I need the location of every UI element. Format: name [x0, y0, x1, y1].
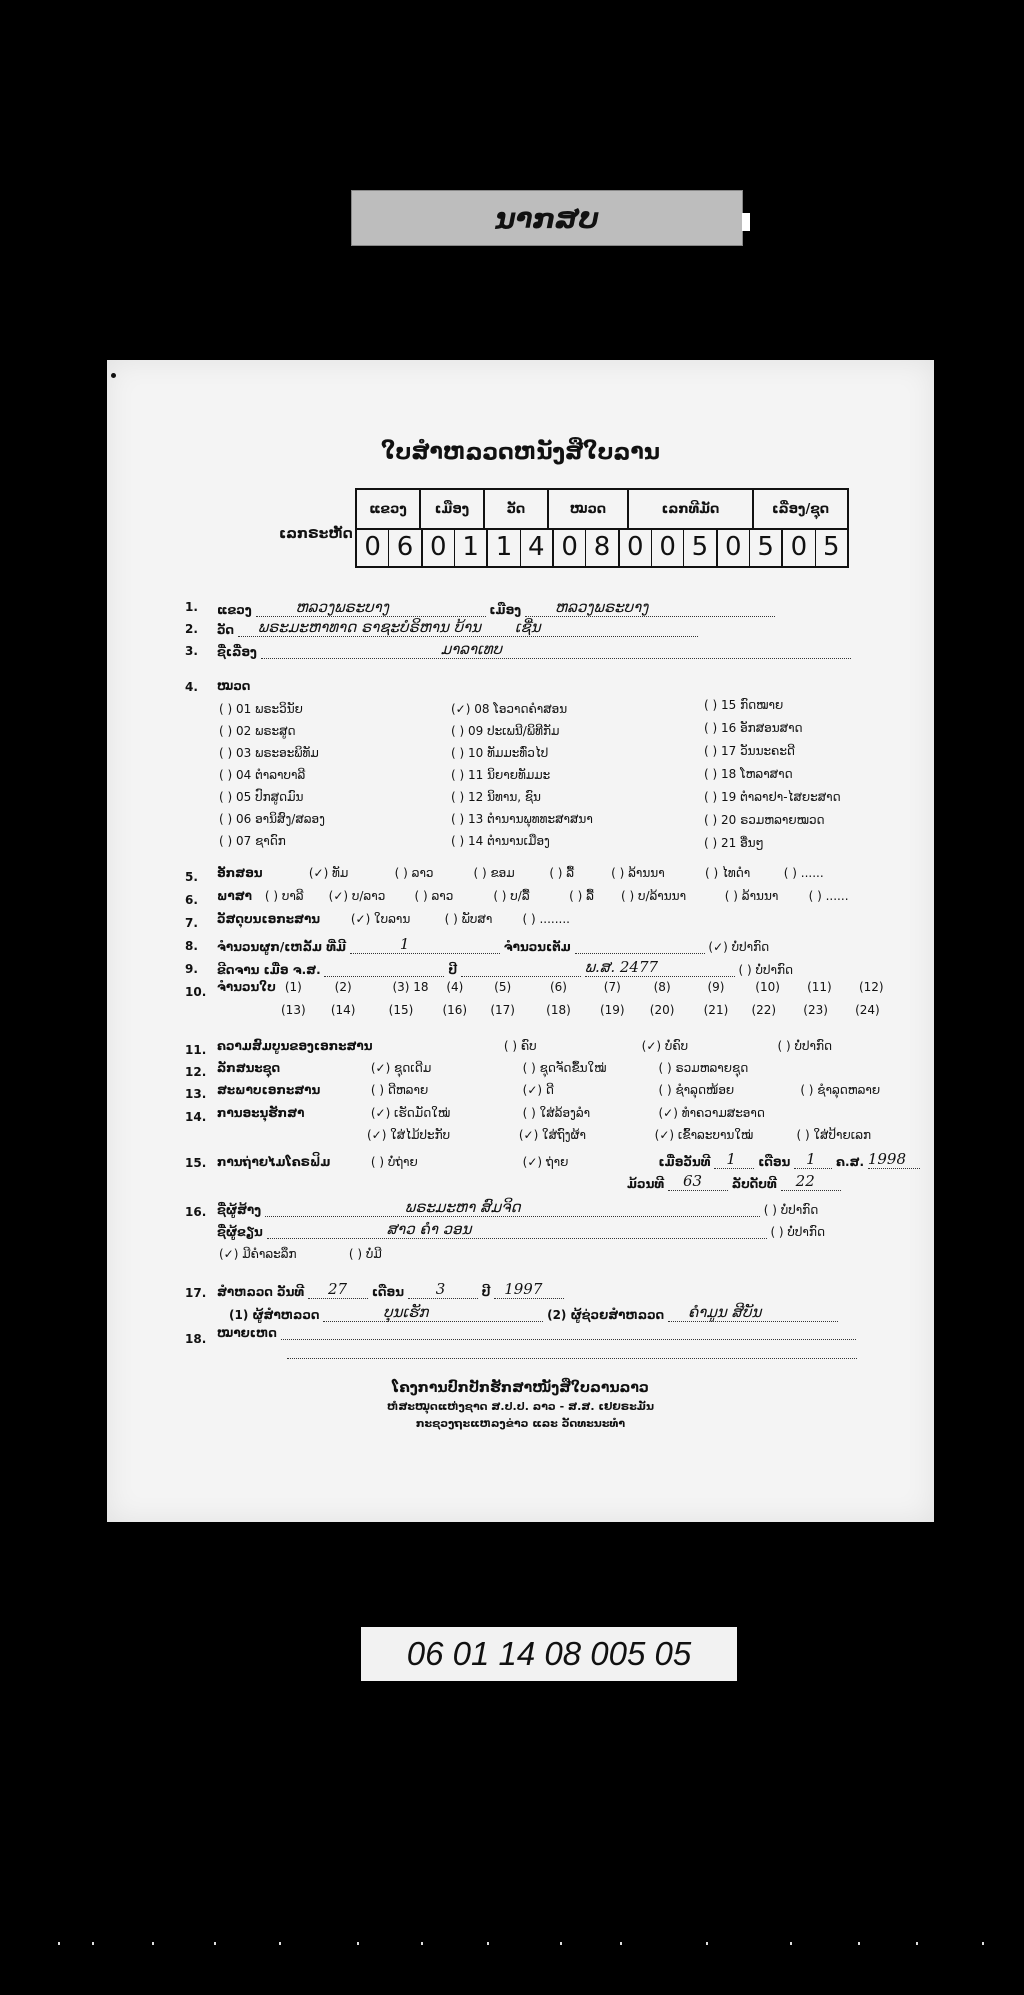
temple-value-line: [238, 618, 698, 637]
code-digit: 1: [488, 528, 520, 566]
creator-line: [265, 1198, 760, 1217]
label-tab: [742, 213, 750, 231]
leaf-count-cell: (13): [281, 1003, 306, 1017]
creator-label: ຊື່ຜູ້ສ້າງ: [217, 1203, 262, 1217]
city-value-line: [525, 598, 775, 617]
microfilm-option[interactable]: (✓) ຖ່າຍ: [522, 1155, 569, 1169]
assistant-line: [668, 1303, 838, 1322]
set-type-label: ລັກສນະຊຸດ: [217, 1061, 281, 1075]
field-number: 1.: [185, 600, 198, 614]
code-digit: 0: [554, 528, 586, 566]
field-8: [217, 935, 769, 954]
footer-institution: ຫໍສະໝຸດແຫ່ງຊາດ ສ.ປ.ປ. ລາວ - ສ.ສ. ເຢຍຣະມັນ: [386, 1400, 655, 1413]
microfilm-day: 1: [726, 1150, 736, 1168]
conservation-option[interactable]: ( ) ໃສ່ປ້າຍເລກ: [796, 1128, 872, 1142]
field-18: [217, 1326, 856, 1340]
pin-hole: [111, 373, 116, 378]
field-number: 15.: [185, 1156, 207, 1170]
field-number: 9.: [185, 962, 198, 976]
condition-option[interactable]: ( ) ຊໍາລຸດໜ້ອຍ: [658, 1083, 735, 1097]
leaf-count-cell: (1): [284, 980, 302, 994]
microfilm-year: 1998: [867, 1150, 907, 1168]
leaf-count-cell: (23): [803, 1003, 828, 1017]
city-value: ຫລວງພຣະບາງ: [554, 598, 649, 616]
microfilm-date-label: ເມື່ອວັນທີ: [658, 1155, 711, 1169]
completeness-option[interactable]: (✓) ບໍ່ຄົບ: [641, 1039, 689, 1053]
leaf-count-cell: (8): [653, 980, 671, 994]
survey-form-sheet: [107, 360, 934, 1522]
microfilm-year-line: [868, 1150, 920, 1169]
category-option[interactable]: ( ) 10 ທັມມະທົ່ວໄປ: [451, 746, 549, 760]
leaf-count-cell: (9): [707, 980, 725, 994]
category-label: ໝວດ: [217, 679, 251, 693]
year-line: [461, 976, 581, 977]
code-digit: 0: [783, 528, 815, 566]
condition-option[interactable]: ( ) ດີຫລາຍ: [370, 1083, 429, 1097]
language-option[interactable]: ( ) ລາວ: [414, 889, 454, 903]
field-12: [217, 1061, 748, 1075]
field-16-scribe: [217, 1220, 825, 1239]
surveyor-value: ບຸນເຮັກ: [383, 1303, 429, 1321]
province-value-line: [256, 598, 486, 617]
cs-year-line: [324, 976, 444, 977]
surveyor-label: (1) ຜູ້ສໍາຫລວດ: [229, 1308, 320, 1322]
category-option[interactable]: ( ) 15 ກົດໝາຍ: [704, 698, 784, 712]
microfilm-month: 1: [806, 1150, 816, 1168]
category-option[interactable]: ( ) 20 ຣວມຫລາຍໝວດ: [704, 813, 825, 827]
field-number: 17.: [185, 1286, 207, 1300]
colophon-option[interactable]: (✓) ມີຄໍາລະລຶກ: [219, 1247, 297, 1261]
inscribed-option[interactable]: ( ) ບໍ່ປາກົດ: [738, 963, 794, 977]
province-value: ຫລວງພຣະບາງ: [295, 598, 389, 616]
field-16: [217, 1198, 818, 1217]
set-type-option[interactable]: (✓) ຊຸດເດີມ: [370, 1061, 432, 1075]
material-option[interactable]: (✓) ໃບລານ: [350, 912, 411, 926]
category-option[interactable]: ( ) 04 ຕໍາລາບາລີ: [219, 768, 306, 782]
language-option[interactable]: ( ) ບາລີ: [264, 889, 304, 903]
top-label: [351, 190, 743, 246]
scribe-line: [267, 1220, 767, 1239]
leaf-count-cell: (19): [599, 1003, 625, 1017]
footer-project: ໂຄງການປົກປັກຮັກສາໜັງສືໃບລານລາວ: [392, 1380, 649, 1396]
category-option[interactable]: ( ) 18 ໂຫລາສາດ: [704, 767, 793, 781]
category-option[interactable]: ( ) 02 ພຣະສູດ: [219, 724, 296, 738]
code-digit: 0: [652, 528, 684, 566]
top-label-text: ນາກສບ: [495, 201, 599, 235]
script-option[interactable]: ( ) ລື້: [549, 866, 575, 880]
category-option[interactable]: ( ) 16 ອັກສອນສາດ: [704, 721, 803, 735]
field-10: [217, 980, 917, 994]
set-type-option[interactable]: ( ) ຊຸດຈັດຂຶ້ນໃໝ່: [522, 1061, 607, 1075]
conservation-option[interactable]: (✓) ເຂົ້າລະບານໃໝ່: [654, 1128, 754, 1142]
seq-line: [781, 1172, 841, 1191]
code-grid-headers: [357, 490, 847, 530]
code-grid: [355, 488, 849, 568]
leaf-count-cell: (4): [446, 980, 464, 994]
survey-year-line: [494, 1280, 564, 1299]
microfilm-year-label: ຄ.ສ.: [835, 1155, 865, 1169]
condition-label: ສະພາບເອກະສານ: [217, 1083, 321, 1097]
code-digit: 0: [423, 528, 455, 566]
form-title: ໃບສໍາຫລວດຫນັງສືໃບລານ: [381, 440, 660, 465]
title-value: ມາລາເທບ: [440, 640, 502, 658]
field-13: [217, 1083, 880, 1097]
condition-option[interactable]: (✓) ດີ: [522, 1083, 554, 1097]
full-count-option[interactable]: (✓) ບໍ່ປາກົດ: [708, 940, 770, 954]
language-option[interactable]: (✓) ບ/ລາວ: [328, 889, 386, 903]
temple-label: ວັດ: [217, 623, 235, 637]
film-edge-specks: [0, 1942, 1024, 1946]
conservation-option[interactable]: ( ) ໃສ່ລ້ອງລໍາ: [522, 1106, 591, 1120]
field-number: 12.: [185, 1065, 207, 1079]
leaf-count-cell: (15): [388, 1003, 414, 1017]
field-14: [217, 1106, 765, 1120]
creator-value: ພຣະມະຫາ ສົມຈິດ: [404, 1198, 521, 1216]
field-number: 4.: [185, 680, 198, 694]
village-value: ເຊີ່ນ: [514, 618, 541, 636]
field-number: 6.: [185, 893, 198, 907]
code-digit: 5: [684, 528, 717, 566]
field-9: [217, 958, 793, 977]
field-17: [217, 1280, 564, 1299]
script-option[interactable]: ( ) ລາວ: [394, 866, 434, 880]
script-option[interactable]: ( ) ໄທດໍາ: [704, 866, 751, 880]
category-option[interactable]: ( ) 06 ອານິສົງ/ສລອງ: [219, 812, 325, 826]
surveyor-line: [323, 1303, 543, 1322]
scribe-option[interactable]: ( ) ບໍ່ປາກົດ: [770, 1225, 825, 1239]
set-type-option[interactable]: ( ) ຣວມຫລາຍຊຸດ: [658, 1061, 749, 1075]
category-option[interactable]: ( ) 11 ນິຍາຍທັມມະ: [451, 768, 551, 782]
bundle-count-value: 1: [399, 935, 410, 953]
code-digit: 4: [521, 528, 554, 566]
be-year-line: [585, 958, 735, 977]
category-list: [219, 692, 859, 852]
script-option[interactable]: ( ) ຂອມ: [473, 866, 515, 880]
leaf-count-cell: (14): [330, 1003, 356, 1017]
field-6: [217, 889, 917, 903]
leaf-count-cell: (7): [603, 980, 621, 994]
material-option[interactable]: ( ) ........: [522, 912, 570, 926]
title-label: ຊື່ເລື່ອງ: [217, 645, 257, 659]
condition-option[interactable]: ( ) ຊໍາລຸດຫລາຍ: [800, 1083, 881, 1097]
bundle-count-label: ຈໍານວນຜູກ/ເຫລັ້ມ ທີ່ມີ: [217, 940, 347, 954]
category-option[interactable]: ( ) 19 ຕໍາລາຢາ-ໄສຍະສາດ: [704, 790, 841, 804]
leaf-count-cell: (3) 18: [392, 980, 429, 994]
code-digit: 8: [586, 528, 619, 566]
remarks-label: ໝາຍເຫດ: [217, 1326, 277, 1340]
assistant-value: ຄໍາມູນ ສີບັນ: [687, 1303, 762, 1321]
leaf-count-cell: (17): [490, 1003, 515, 1017]
field-number: 2.: [185, 622, 198, 636]
microfilm-day-line: [714, 1150, 754, 1169]
province-label: ແຂວງ: [217, 603, 252, 617]
completeness-label: ຄວາມສົມບູນຂອງເອກະສານ: [217, 1039, 373, 1053]
survey-year-label: ປີ: [481, 1285, 491, 1299]
survey-month-label: ເດືອນ: [371, 1285, 404, 1299]
conservation-option[interactable]: (✓) ເຮັດມັດໃໝ່: [370, 1106, 451, 1120]
field-number: 7.: [185, 916, 198, 930]
survey-year: 1997: [504, 1280, 543, 1298]
code-digit: 0: [620, 528, 652, 566]
field-3: [217, 640, 851, 659]
code-head: ໝວດ: [549, 490, 629, 528]
field-number: 13.: [185, 1087, 207, 1101]
code-digit: 0: [357, 528, 389, 566]
leaf-count-cell: (18): [546, 1003, 571, 1017]
leaf-count-cell: (20): [649, 1003, 675, 1017]
category-option[interactable]: (✓) 08 ໂອວາດຄໍາສອນ: [451, 702, 568, 716]
field-17-surveyors: [229, 1303, 838, 1322]
code-head: ເມືອງ: [421, 490, 485, 528]
full-count-label: ຈໍານວນເຕັມ: [503, 940, 571, 954]
roll-label: ມ້ວນທີ: [627, 1177, 665, 1191]
script-option[interactable]: ( ) ລ້ານນາ: [611, 866, 665, 880]
field-number: 14.: [185, 1110, 207, 1124]
survey-month-line: [408, 1280, 478, 1299]
microfilm-label: ການຖ່າຍໄມໂຄຣຟິມ: [217, 1155, 331, 1169]
field-15: [217, 1150, 920, 1169]
code-digit: 1: [455, 528, 488, 566]
category-option[interactable]: ( ) 12 ນິທານ, ຊົນ: [451, 790, 541, 804]
category-option[interactable]: ( ) 01 ພຣະວິນັຍ: [219, 702, 303, 716]
code-digit: 5: [750, 528, 783, 566]
survey-month: 3: [435, 1280, 446, 1298]
language-option[interactable]: ( ) ......: [808, 889, 849, 903]
code-head: ແຂວງ: [357, 490, 421, 528]
code-label: ເລກຣະຫັດ: [279, 526, 353, 542]
survey-day-line: [308, 1280, 368, 1299]
field-number: 3.: [185, 644, 198, 658]
code-digit: 5: [822, 532, 840, 562]
be-year-value: ພ.ສ. 2477: [584, 958, 659, 976]
year-label: ປີ: [448, 963, 458, 977]
field-15-row-2: [627, 1172, 841, 1191]
field-number: 18.: [185, 1332, 207, 1346]
field-number: 16.: [185, 1205, 207, 1219]
leaf-count-cell: (12): [858, 980, 884, 994]
leaf-count-cell: (5): [494, 980, 512, 994]
category-option[interactable]: ( ) 14 ຕໍານານເມືອງ: [451, 834, 550, 848]
completeness-option[interactable]: ( ) ຄົບ: [503, 1039, 537, 1053]
code-digit: 6: [389, 528, 422, 566]
creator-option[interactable]: ( ) ບໍ່ປາກົດ: [763, 1203, 819, 1217]
field-11: [217, 1039, 832, 1053]
field-number: 10.: [185, 985, 207, 999]
leaf-count-cell: (21): [703, 1003, 729, 1017]
conservation-label: ການອະນຸຮັກສາ: [217, 1106, 305, 1120]
code-head: ວັດ: [485, 490, 549, 528]
inscribed-label: ຂີດຈານ ເມື່ອ ຈ.ສ.: [217, 963, 321, 977]
full-count-line: [575, 953, 705, 954]
roll-value: 63: [683, 1172, 703, 1190]
conservation-option[interactable]: (✓) ໃສ່ໄມ້ປະກັບ: [367, 1128, 451, 1142]
leaf-count-cell: (2): [334, 980, 352, 994]
title-value-line: [261, 640, 851, 659]
conservation-option[interactable]: (✓) ໃສ່ຖົງຜ້າ: [518, 1128, 587, 1142]
language-option[interactable]: ( ) ບ/ລື້: [493, 889, 530, 903]
field-7: [217, 912, 570, 926]
seq-value: 22: [795, 1172, 815, 1190]
category-option[interactable]: ( ) 05 ປົກສູດມົນ: [219, 790, 304, 804]
category-option[interactable]: ( ) 21 ອື່ນໆ: [704, 836, 764, 850]
language-option[interactable]: ( ) ບ/ລ້ານນາ: [620, 889, 687, 903]
bottom-code-label: [361, 1627, 737, 1681]
colophon-option[interactable]: ( ) ບໍ່ມີ: [348, 1247, 382, 1261]
leaf-count-cell: (11): [807, 980, 832, 994]
script-option[interactable]: (✓) ທັມ: [308, 866, 349, 880]
code-digit: 0: [718, 528, 750, 566]
leaf-count-cell: (22): [751, 1003, 777, 1017]
survey-day: 27: [328, 1280, 348, 1298]
script-label: ອັກສອນ: [217, 866, 263, 880]
leaf-count-cell: (10): [755, 980, 780, 994]
bundle-count-line: [350, 935, 500, 954]
field-number: 5.: [185, 870, 198, 884]
remarks-line-2-row: [287, 1345, 857, 1359]
material-option[interactable]: ( ) ພັບສາ: [444, 912, 493, 926]
conservation-option[interactable]: (✓) ທໍາຄວາມສະອາດ: [658, 1106, 765, 1120]
category-option[interactable]: ( ) 07 ຊາດົກ: [219, 834, 286, 848]
microfilm-month-label: ເດືອນ: [758, 1155, 791, 1169]
code-grid-digits: [357, 528, 847, 566]
scribe-label: ຊື່ຜູ້ຂຽນ: [217, 1225, 263, 1239]
language-option[interactable]: ( ) ລ້ານນາ: [724, 889, 779, 903]
temple-value: ພຣະມະຫາທາດ ຣາຊະບໍຣິຫານ ບ້ານ: [257, 618, 482, 636]
remarks-line: [281, 1339, 856, 1340]
field-number: 8.: [185, 939, 198, 953]
microfilm-month-line: [794, 1150, 832, 1169]
language-label: ພາສາ: [217, 889, 252, 903]
material-label: ວັສດຸບນເອກະສານ: [217, 912, 321, 926]
microfilm-option[interactable]: ( ) ບໍ່ຖ່າຍ: [370, 1155, 418, 1169]
field-2: [217, 618, 698, 637]
category-option[interactable]: ( ) 17 ວັນນະຄະດີ: [704, 744, 795, 758]
city-label: ເມືອງ: [489, 603, 522, 617]
leaf-count-label: ຈໍານວນໃບ: [217, 980, 276, 994]
leaf-count-cell: (24): [855, 1003, 880, 1017]
scribe-value: ສາວ ຄໍາ ວອນ: [386, 1220, 472, 1238]
field-5: [217, 866, 917, 880]
roll-line: [668, 1172, 728, 1191]
completeness-option[interactable]: ( ) ບໍ່ປາກົດ: [777, 1039, 833, 1053]
leaf-count-cell: (6): [549, 980, 567, 994]
script-option[interactable]: ( ) ......: [783, 866, 824, 880]
remarks-line-2: [287, 1358, 857, 1359]
category-option[interactable]: ( ) 13 ຕໍານານພຸທທະສາສນາ: [451, 812, 593, 826]
field-1: [217, 598, 775, 617]
field-14-row-2: [367, 1128, 871, 1142]
seq-label: ລັບດັບທີ: [731, 1177, 777, 1191]
category-option[interactable]: ( ) 03 ພຣະອະພິທັມ: [219, 746, 319, 760]
field-number: 11.: [185, 1043, 207, 1057]
code-head: ເລື່ອງ/ຊຸດ: [771, 501, 830, 517]
code-head: ເລກທີມັດ: [629, 490, 754, 528]
footer-ministry: ກະຊວງຖະແຫລງຂ່າວ ແລະ ວັດທະນະທໍາ: [415, 1417, 626, 1430]
assistant-label: (2) ຜູ້ຊ່ວຍສໍາຫລວດ: [547, 1308, 665, 1322]
survey-date-label: ສໍາຫລວດ ວັນທີ: [217, 1285, 305, 1299]
leaf-count-cell: (16): [442, 1003, 468, 1017]
bottom-code-text: 06 01 14 08 005 05: [406, 1635, 692, 1672]
language-option[interactable]: ( ) ລື້: [569, 889, 594, 903]
field-10-row-2: [281, 1003, 921, 1017]
category-option[interactable]: ( ) 09 ປະເພນີ/ພິທີກັມ: [451, 724, 560, 738]
field-16-colophon: [219, 1247, 382, 1261]
